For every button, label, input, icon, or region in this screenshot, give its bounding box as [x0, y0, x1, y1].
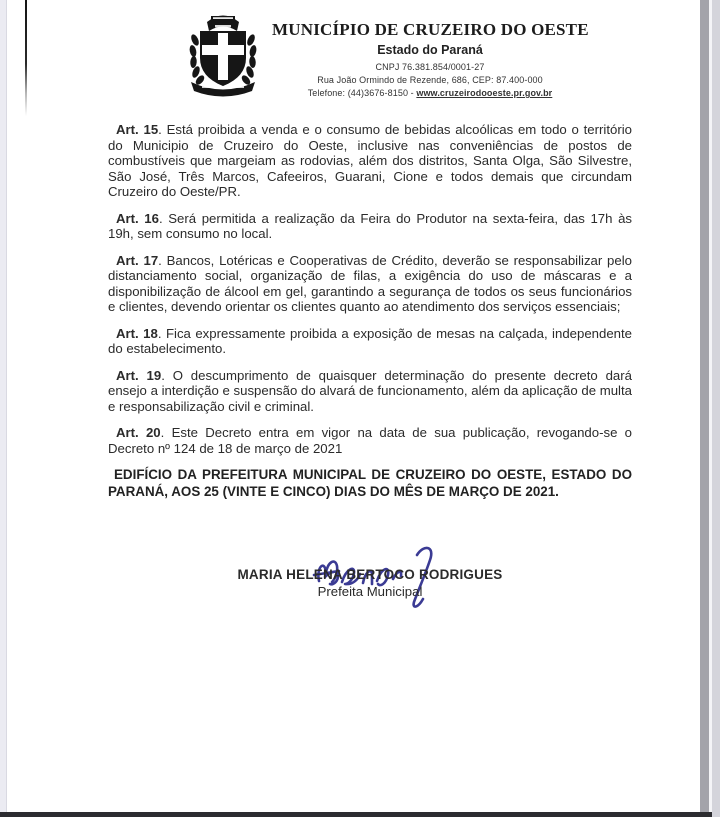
- decree-body: [108, 122, 632, 500]
- state-name: Estado do Paraná: [377, 43, 483, 57]
- municipal-coat-of-arms-icon: [186, 6, 260, 98]
- scan-fold-artifact: [25, 0, 27, 116]
- article-20-paragraph: [108, 425, 632, 456]
- enactment-clause: EDIFÍCIO DA PREFEITURA MUNICIPAL DE CRUZEIRO DO OESTE, ESTADO DO PARANÁ, AOS 25 (VINTE E CINCO) DIAS DO MÊS DE MARÇO DE 2021.: [108, 467, 632, 499]
- page-bottom-edge: [0, 812, 712, 817]
- signer-name: MARIA HELENA BERTOCO RODRIGUES: [237, 567, 503, 582]
- article-19-label: Art. 19: [116, 367, 162, 383]
- scrollbar[interactable]: [700, 0, 709, 817]
- phone-line: [272, 88, 588, 98]
- article-20-label: Art. 20: [116, 425, 161, 440]
- article-18-label: Art. 18: [116, 325, 158, 341]
- article-19-text: . O descumprimento de quaisquer determinação do presente decreto dará ensejo a interdição e suspensão do alvará de funcionamento, além da aplicação de multa e responsabilização civil e criminal.: [108, 367, 632, 414]
- article-16-label: Art. 16: [116, 210, 159, 226]
- page-left-edge-line: [6, 0, 7, 817]
- article-19-paragraph: [108, 368, 632, 415]
- article-20-text: . Este Decreto entra em vigor na data de sua publicação, revogando-se o Decreto nº 124 de 18 de março de 2021: [108, 425, 632, 456]
- article-17-label: Art. 17: [116, 252, 159, 268]
- article-17-paragraph: [108, 253, 632, 315]
- website-link: www.cruzeirodooeste.pr.gov.br: [416, 88, 553, 98]
- article-18-paragraph: [108, 326, 632, 357]
- article-16-text: . Será permitida a realização da Feira do Produtor na sexta-feira, das 17h às 19h, sem consumo no local.: [108, 210, 632, 241]
- address-line: Rua João Ormindo de Rezende, 686, CEP: 87.400-000: [317, 75, 543, 85]
- municipality-name: MUNICÍPIO DE CRUZEIRO DO OESTE: [272, 20, 589, 39]
- article-15-text: . Está proibida a venda e o consumo de bebidas alcoólicas em todo o território do Municipio de Cruzeiro do Oeste, inclusive nas conveniências de postos de combustíveis que margeiam as rodovias, além dos distritos, Santa Olga, São Silvestre, São José, Três Marcos, Cafeeiros, Guarani, Cione e todos demais que circundam Cruzeiro do Oeste/PR.: [108, 122, 633, 199]
- phone-text: Telefone: (44)3676-8150 -: [307, 88, 417, 98]
- article-15-paragraph: [108, 122, 632, 200]
- signer-title: Prefeita Municipal: [317, 584, 423, 599]
- article-17-text: . Bancos, Lotéricas e Cooperativas de Crédito, deverão se responsabilizar pelo distanciamento social, organização de filas, a exigência do uso de máscaras e a disponibilização de álcool em gel, garantindo a segurança de todos os seus funcionários e clientes, devendo orientar os clientes quanto ao atendimento dos serviços essenciais;: [108, 252, 632, 314]
- article-15-label: Art. 15: [116, 122, 159, 137]
- article-16-paragraph: [108, 211, 632, 242]
- article-18-text: . Fica expressamente proibida a exposição de mesas na calçada, independente do estabelecimento.: [108, 325, 632, 356]
- letterhead: [272, 20, 588, 98]
- signature-block: [108, 567, 632, 599]
- page-right-edge: [712, 0, 720, 817]
- cnpj-line: CNPJ 76.381.854/0001-27: [375, 62, 485, 72]
